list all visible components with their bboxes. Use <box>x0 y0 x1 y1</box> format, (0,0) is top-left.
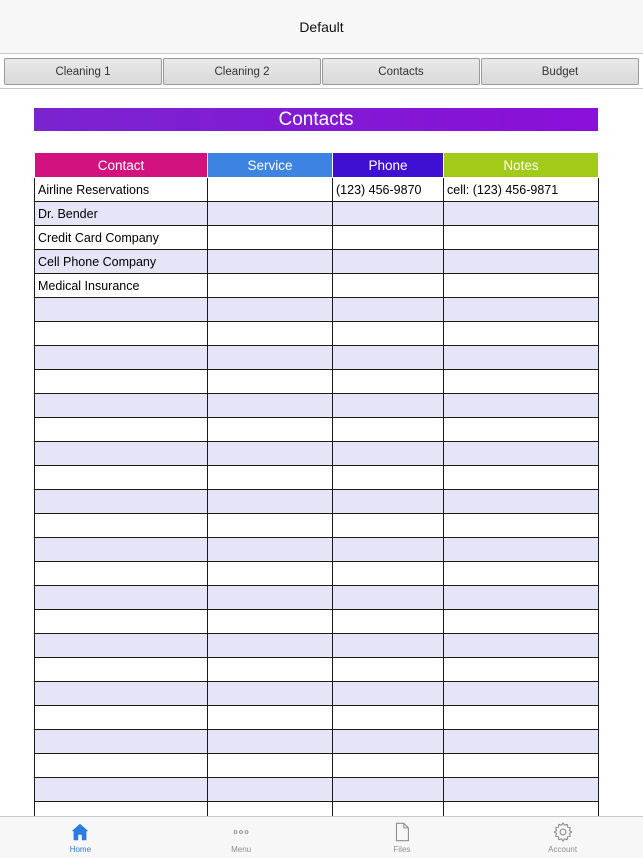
table-row <box>35 514 599 538</box>
table-row <box>35 466 599 490</box>
table-cell-notes[interactable] <box>444 466 599 490</box>
table-cell-notes[interactable] <box>444 754 599 778</box>
table-cell-service[interactable] <box>208 418 333 442</box>
home-icon <box>69 821 91 843</box>
table-cell-notes[interactable] <box>444 418 599 442</box>
table-cell-service[interactable] <box>208 178 333 202</box>
table-cell-contact[interactable] <box>35 682 208 706</box>
contacts-table <box>34 152 599 826</box>
table-cell-phone[interactable] <box>333 730 444 754</box>
tabbar-label: Menu <box>231 845 252 854</box>
table-row <box>35 394 599 418</box>
tab-cleaning-1[interactable]: Cleaning 1 <box>4 58 162 85</box>
tabbar-label: Account <box>548 845 578 854</box>
table-row <box>35 298 599 322</box>
table-cell-service[interactable] <box>208 490 333 514</box>
table-cell-phone[interactable] <box>333 778 444 802</box>
table-cell-phone[interactable] <box>333 466 444 490</box>
table-cell-contact[interactable] <box>35 322 208 346</box>
table-cell-contact[interactable] <box>35 562 208 586</box>
table-cell-service[interactable] <box>208 778 333 802</box>
table-cell-notes[interactable] <box>444 226 599 250</box>
table-cell-service[interactable] <box>208 610 333 634</box>
table-row <box>35 658 599 682</box>
table-cell-service[interactable] <box>208 442 333 466</box>
table-cell-phone[interactable] <box>333 538 444 562</box>
table-cell-contact[interactable] <box>35 778 208 802</box>
table-cell-phone[interactable] <box>333 322 444 346</box>
table-cell-contact[interactable] <box>35 706 208 730</box>
table-cell-service[interactable] <box>208 370 333 394</box>
table-cell-notes[interactable] <box>444 490 599 514</box>
table-cell-service[interactable] <box>208 682 333 706</box>
more-icon <box>230 821 252 843</box>
bottom-tab-bar <box>0 816 643 858</box>
file-icon <box>391 821 413 843</box>
table-cell-contact[interactable] <box>35 418 208 442</box>
table-cell-service[interactable] <box>208 202 333 226</box>
table-row <box>35 250 599 274</box>
table-cell-phone[interactable] <box>333 514 444 538</box>
table-cell-contact[interactable] <box>35 730 208 754</box>
table-cell-phone[interactable] <box>333 586 444 610</box>
table-cell-service[interactable] <box>208 274 333 298</box>
table-cell-contact[interactable] <box>35 466 208 490</box>
table-cell-phone[interactable] <box>333 418 444 442</box>
table-cell-service[interactable] <box>208 298 333 322</box>
table-cell-phone[interactable] <box>333 706 444 730</box>
tab-contacts[interactable]: Contacts <box>322 58 480 85</box>
table-cell-phone[interactable] <box>333 442 444 466</box>
table-cell-notes[interactable] <box>444 370 599 394</box>
table-row <box>35 634 599 658</box>
sheet-tabs <box>4 58 639 85</box>
table-cell-notes[interactable] <box>444 682 599 706</box>
table-row <box>35 322 599 346</box>
table-cell-phone[interactable] <box>333 370 444 394</box>
table-cell-phone[interactable] <box>333 274 444 298</box>
table-cell-phone[interactable] <box>333 490 444 514</box>
table-cell-phone[interactable]: (123) 456-9870 <box>333 178 444 202</box>
table-cell-service[interactable] <box>208 706 333 730</box>
table-cell-notes[interactable] <box>444 514 599 538</box>
table-cell-notes[interactable] <box>444 730 599 754</box>
table-cell-notes[interactable] <box>444 394 599 418</box>
table-cell-service[interactable] <box>208 586 333 610</box>
table-cell-phone[interactable] <box>333 634 444 658</box>
tabbar-item-home[interactable] <box>0 817 161 858</box>
table-cell-notes[interactable] <box>444 658 599 682</box>
table-cell-service[interactable] <box>208 226 333 250</box>
table-cell-contact[interactable] <box>35 490 208 514</box>
table-cell-phone[interactable] <box>333 754 444 778</box>
gear-icon <box>552 821 574 843</box>
table-cell-notes[interactable] <box>444 322 599 346</box>
table-cell-service[interactable] <box>208 346 333 370</box>
table-row <box>35 562 599 586</box>
table-cell-service[interactable] <box>208 634 333 658</box>
table-cell-notes[interactable] <box>444 346 599 370</box>
table-cell-contact[interactable] <box>35 610 208 634</box>
column-header-contact: Contact <box>35 153 208 178</box>
table-cell-contact[interactable] <box>35 658 208 682</box>
table-cell-notes[interactable]: cell: (123) 456-9871 <box>444 178 599 202</box>
table-cell-contact[interactable] <box>35 346 208 370</box>
table-cell-contact[interactable] <box>35 514 208 538</box>
table-cell-contact[interactable] <box>35 634 208 658</box>
tabbar-item-account[interactable] <box>482 817 643 858</box>
tabbar-label: Files <box>393 845 411 854</box>
table-cell-phone[interactable] <box>333 226 444 250</box>
table-cell-service[interactable] <box>208 562 333 586</box>
table-cell-contact[interactable]: Medical Insurance <box>35 274 208 298</box>
table-cell-service[interactable] <box>208 514 333 538</box>
table-row <box>35 754 599 778</box>
tabbar-item-menu[interactable] <box>161 817 322 858</box>
page-title: Default <box>299 18 344 35</box>
table-cell-phone[interactable] <box>333 682 444 706</box>
table-cell-contact[interactable]: Cell Phone Company <box>35 250 208 274</box>
table-cell-service[interactable] <box>208 754 333 778</box>
table-cell-service[interactable] <box>208 322 333 346</box>
column-header-phone: Phone <box>333 153 444 178</box>
table-cell-service[interactable] <box>208 466 333 490</box>
tabbar-label: Home <box>69 845 92 854</box>
table-row <box>35 730 599 754</box>
table-cell-contact[interactable]: Airline Reservations <box>35 178 208 202</box>
tab-budget[interactable]: Budget <box>481 58 639 85</box>
table-row <box>35 370 599 394</box>
table-row <box>35 706 599 730</box>
table-cell-notes[interactable] <box>444 298 599 322</box>
table-row <box>35 538 599 562</box>
table-header-row <box>35 153 599 178</box>
table-cell-service[interactable] <box>208 250 333 274</box>
table-cell-contact[interactable] <box>35 298 208 322</box>
table-row <box>35 178 599 202</box>
table-cell-phone[interactable] <box>333 610 444 634</box>
table-row <box>35 610 599 634</box>
table-row <box>35 274 599 298</box>
table-body <box>35 178 599 826</box>
table-cell-phone[interactable] <box>333 202 444 226</box>
table-row <box>35 442 599 466</box>
table-cell-notes[interactable] <box>444 538 599 562</box>
table-cell-contact[interactable] <box>35 538 208 562</box>
table-row <box>35 490 599 514</box>
tab-cleaning-2[interactable]: Cleaning 2 <box>163 58 321 85</box>
table-cell-contact[interactable] <box>35 586 208 610</box>
table-row <box>35 418 599 442</box>
table-row <box>35 202 599 226</box>
table-cell-phone[interactable] <box>333 394 444 418</box>
table-cell-notes[interactable] <box>444 778 599 802</box>
table-cell-notes[interactable] <box>444 442 599 466</box>
table-cell-notes[interactable] <box>444 274 599 298</box>
column-header-notes: Notes <box>444 153 599 178</box>
table-cell-notes[interactable] <box>444 202 599 226</box>
table-cell-notes[interactable] <box>444 250 599 274</box>
table-cell-phone[interactable] <box>333 346 444 370</box>
table-row <box>35 226 599 250</box>
column-header-service: Service <box>208 153 333 178</box>
table-cell-contact[interactable] <box>35 442 208 466</box>
table-cell-contact[interactable]: Credit Card Company <box>35 226 208 250</box>
table-row <box>35 682 599 706</box>
divider <box>0 88 643 89</box>
table-cell-notes[interactable] <box>444 562 599 586</box>
table-cell-contact[interactable] <box>35 754 208 778</box>
table-cell-service[interactable] <box>208 538 333 562</box>
table-row <box>35 586 599 610</box>
table-cell-contact[interactable]: Dr. Bender <box>35 202 208 226</box>
table-cell-phone[interactable] <box>333 250 444 274</box>
table-cell-service[interactable] <box>208 730 333 754</box>
table-cell-service[interactable] <box>208 658 333 682</box>
table-cell-contact[interactable] <box>35 370 208 394</box>
table-cell-phone[interactable] <box>333 562 444 586</box>
table-cell-notes[interactable] <box>444 706 599 730</box>
table-row <box>35 346 599 370</box>
navigation-bar <box>0 0 643 54</box>
sheet-title: Contacts <box>34 108 598 131</box>
table-cell-phone[interactable] <box>333 298 444 322</box>
table-cell-service[interactable] <box>208 394 333 418</box>
table-cell-notes[interactable] <box>444 634 599 658</box>
table-cell-notes[interactable] <box>444 586 599 610</box>
table-cell-phone[interactable] <box>333 658 444 682</box>
table-row <box>35 778 599 802</box>
table-cell-notes[interactable] <box>444 610 599 634</box>
table-cell-contact[interactable] <box>35 394 208 418</box>
tabbar-item-files[interactable] <box>322 817 483 858</box>
